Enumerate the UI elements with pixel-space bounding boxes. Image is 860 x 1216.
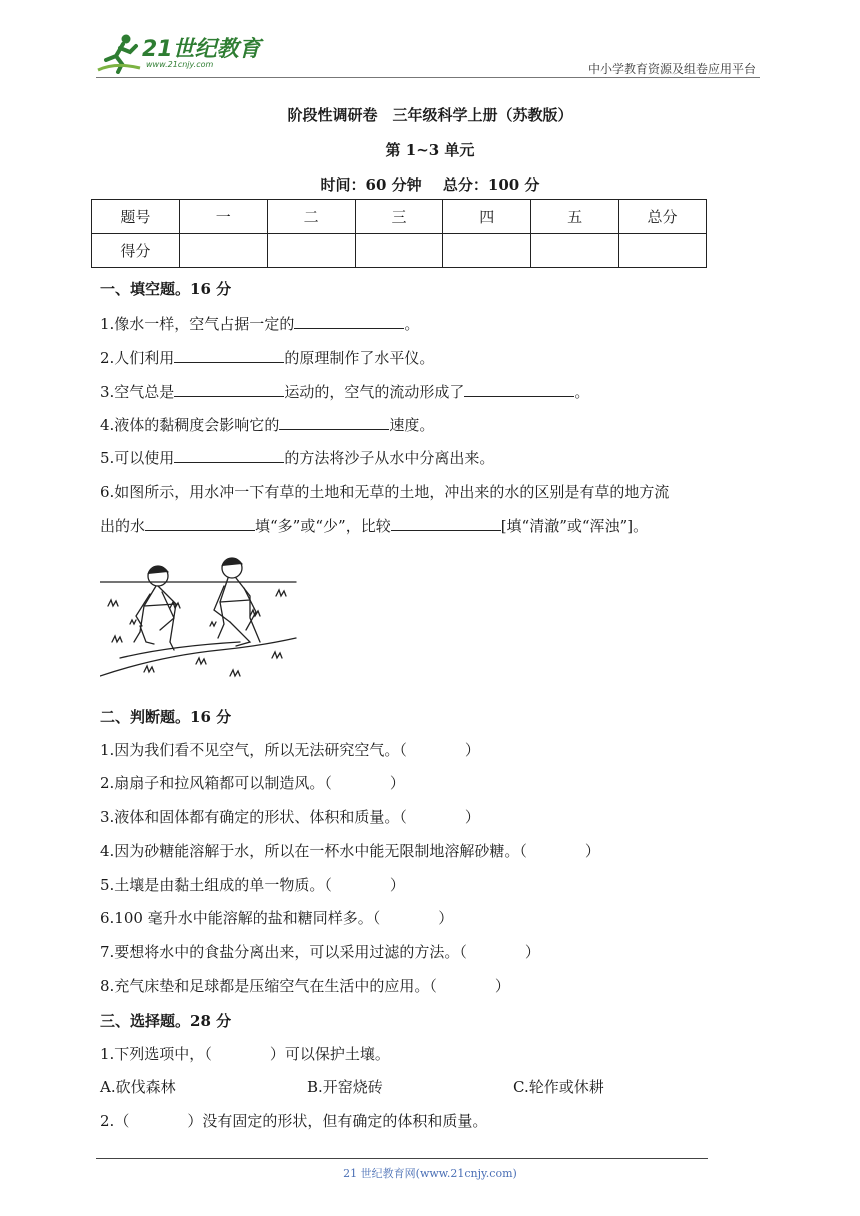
table-cell: 四 (443, 200, 531, 234)
judgement-item: 5.土壤是由黏土组成的单一物质。（ ） (100, 876, 405, 894)
option-a[interactable]: A.砍伐森林 (100, 1078, 176, 1096)
table-cell: 题号 (92, 200, 180, 234)
table-row (92, 234, 707, 268)
score-input-cell[interactable] (179, 234, 267, 268)
table-row (92, 200, 707, 234)
answer-blank[interactable] (464, 380, 574, 397)
question: 6.如图所示，用水冲一下有草的土地和无草的土地，冲出来的水的区别是有草的地方流 (100, 483, 670, 501)
exam-total: 总分：100 分 (442, 176, 540, 194)
answer-blank[interactable] (174, 380, 284, 397)
judgement-item: 1.因为我们看不见空气，所以无法研究空气。（ ） (100, 741, 480, 759)
section3-heading: 三、选择题。28 分 (100, 1012, 232, 1030)
judgement-item: 2.扇扇子和拉风箱都可以制造风。（ ） (100, 774, 405, 792)
choice-question: 1.下列选项中，（ ）可以保护土壤。 (100, 1045, 390, 1063)
exam-time-info (0, 174, 860, 195)
exam-time: 时间：60 分钟 (320, 176, 422, 194)
table-cell: 总分 (619, 200, 707, 234)
table-cell: 二 (267, 200, 355, 234)
runner-logo-icon (96, 32, 142, 74)
answer-blank[interactable] (391, 514, 501, 531)
score-input-cell[interactable] (619, 234, 707, 268)
answer-blank[interactable] (145, 514, 255, 531)
question: 1.像水一样，空气占据一定的 。 (100, 312, 419, 334)
platform-name: 中小学教育资源及组卷应用平台 (587, 62, 756, 76)
question: 3.空气总是 运动的，空气的流动形成了 。 (100, 380, 589, 402)
score-input-cell[interactable] (443, 234, 531, 268)
score-input-cell[interactable] (531, 234, 619, 268)
answer-blank[interactable] (294, 312, 404, 329)
judgement-item: 6.100 毫升水中能溶解的盐和糖同样多。（ ） (100, 909, 454, 927)
exam-title: 阶段性调研卷 三年级科学上册（苏教版） (287, 106, 573, 124)
option-b[interactable]: B.开窑烧砖 (307, 1078, 383, 1096)
table-cell: 得分 (92, 234, 180, 268)
judgement-item: 8.充气床垫和足球都是压缩空气在生活中的应用。（ ） (100, 977, 510, 995)
judgement-item: 3.液体和固体都有确定的形状、体积和质量。（ ） (100, 808, 480, 826)
choice-question: 2.（ ）没有固定的形状，但有确定的体积和质量。 (100, 1112, 488, 1130)
answer-blank[interactable] (279, 413, 389, 430)
question: 2.人们利用 的原理制作了水平仪。 (100, 346, 434, 368)
table-cell: 三 (355, 200, 443, 234)
site-logo (96, 32, 266, 74)
section2-heading: 二、判断题。16 分 (100, 708, 232, 726)
question: 4.液体的黏稠度会影响它的 速度。 (100, 413, 434, 435)
judgement-item: 7.要想将水中的食盐分离出来，可以采用过滤的方法。（ ） (100, 943, 540, 961)
footer-text: 21 世纪教育网(www.21cnjy.com) (343, 1167, 517, 1180)
table-cell: 一 (179, 200, 267, 234)
question: 出的水 填“多”或“少”，比较 [填“清澈”或“浑浊”]。 (100, 514, 648, 536)
answer-blank[interactable] (174, 446, 284, 463)
question: 5.可以使用 的方法将沙子从水中分离出来。 (100, 446, 494, 468)
footer-divider (96, 1158, 708, 1159)
score-input-cell[interactable] (355, 234, 443, 268)
table-cell: 五 (531, 200, 619, 234)
score-table (91, 199, 707, 268)
score-input-cell[interactable] (267, 234, 355, 268)
logo-url: www.21cnjy.com (146, 60, 214, 69)
page-header (96, 28, 760, 78)
header-divider (96, 77, 760, 78)
answer-blank[interactable] (174, 346, 284, 363)
logo-text: 21世纪教育 (142, 37, 261, 62)
judgement-item: 4.因为砂糖能溶解于水，所以在一杯水中能无限制地溶解砂糖。（ ） (100, 842, 600, 860)
section1-heading: 一、填空题。16 分 (100, 280, 232, 298)
option-c[interactable]: C.轮作或休耕 (513, 1078, 604, 1096)
exam-subtitle: 第 1~3 单元 (385, 141, 475, 159)
children-watering-soil-illustration (100, 546, 298, 688)
